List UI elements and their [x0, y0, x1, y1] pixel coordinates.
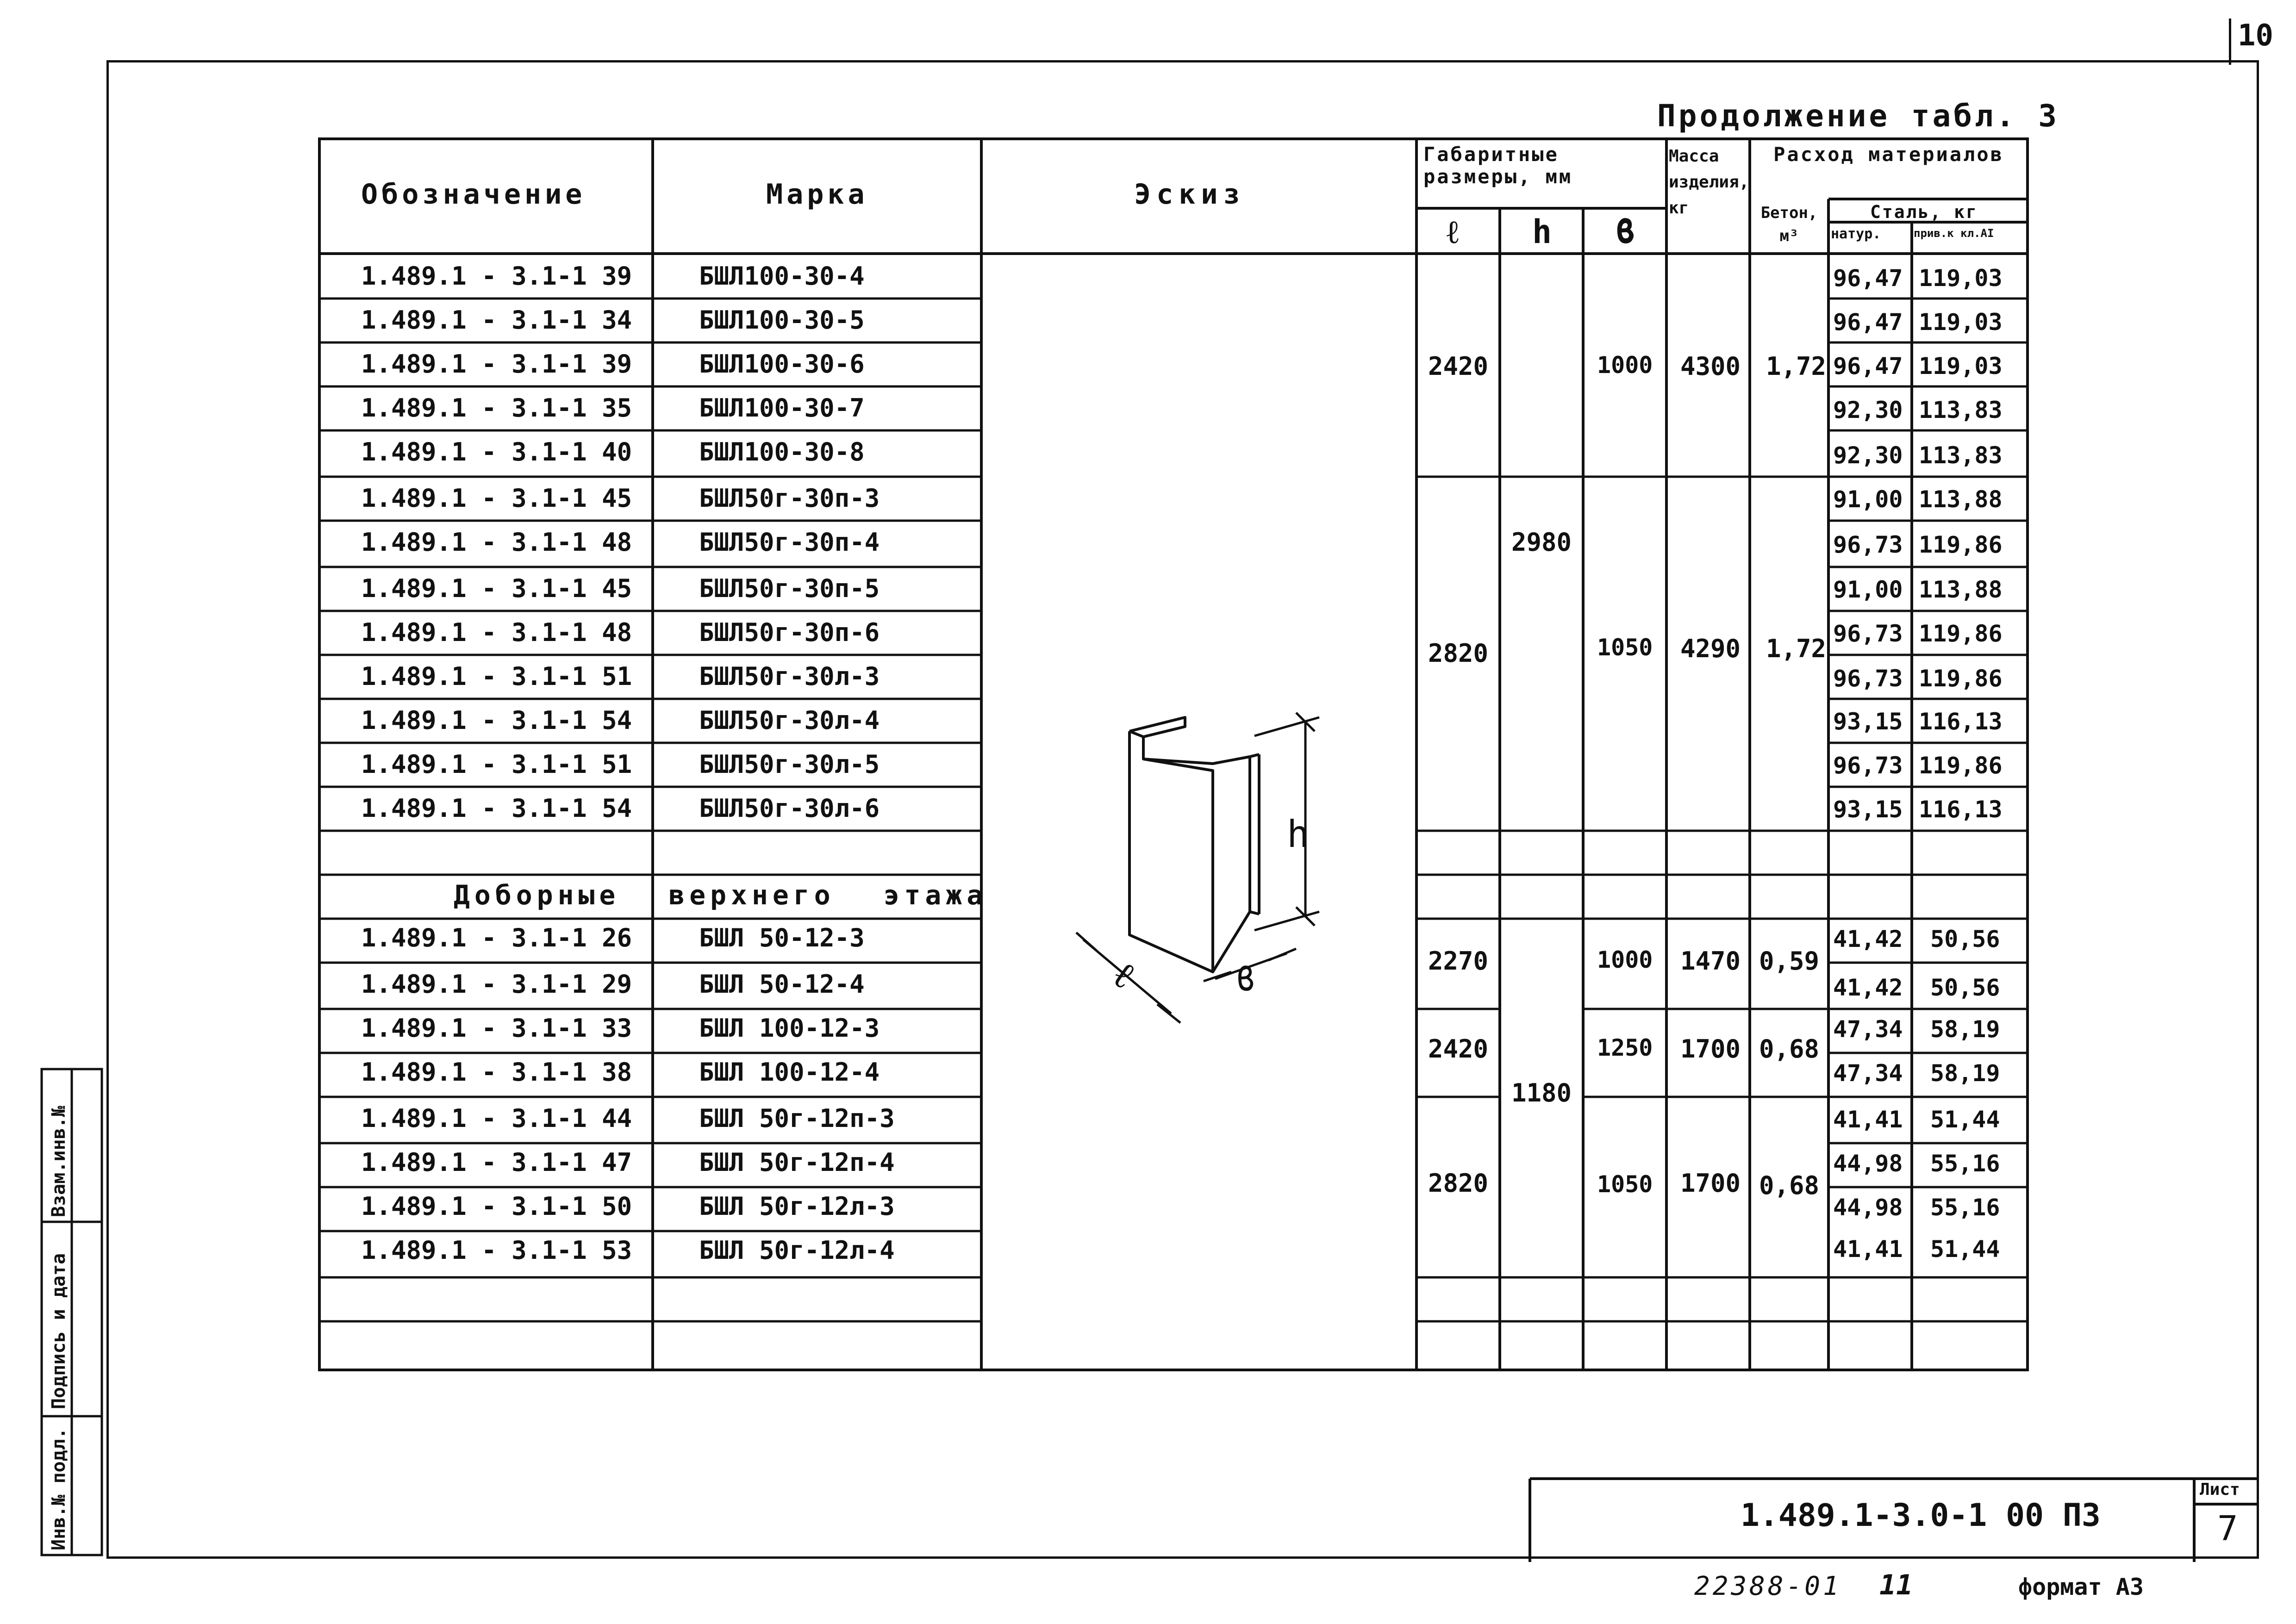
table-row-steel-red: 119,86: [1919, 620, 2003, 647]
table-row-steel-red: 119,03: [1919, 265, 2003, 292]
table-row-steel-red: 116,13: [1919, 796, 2003, 823]
table-row-designation: 1.489.1 - 3.1-1 39: [361, 349, 632, 379]
header-mass: Масса изделия, кг: [1669, 147, 1749, 218]
channel-sketch: [1055, 703, 1333, 1027]
table-row-designation: 1.489.1 - 3.1-1 45: [361, 574, 632, 603]
table-row-steel-red: 51,44: [1930, 1106, 2000, 1133]
table-row-steel-red: 119,86: [1919, 531, 2003, 558]
table-row-designation: 1.489.1 - 3.1-1 35: [361, 393, 632, 423]
header-dim-h: h: [1532, 213, 1552, 251]
table-row-designation: 1.489.1 - 3.1-1 51: [361, 662, 632, 691]
table-row-steel-red: 55,16: [1930, 1150, 2000, 1177]
header-steel-red: прив.к кл.АI: [1914, 227, 1994, 240]
table-row-designation: 1.489.1 - 3.1-1 48: [361, 528, 632, 557]
table-row-designation: 1.489.1 - 3.1-1 47: [361, 1148, 632, 1177]
table-caption: Продолжение табл. 3: [1657, 98, 2059, 134]
title-block-code: 1.489.1-3.0-1 00 ПЗ: [1741, 1497, 2101, 1534]
g2-length-3: 2820: [1428, 1169, 1489, 1198]
stamp-sign-label: Подпись и дата: [48, 1253, 69, 1409]
header-sketch: Эскиз: [1134, 178, 1246, 211]
table-row-designation: 1.489.1 - 3.1-1 40: [361, 437, 632, 467]
table-row-mark: БШЛ100-30-6: [699, 349, 865, 379]
table-row-mark: БШЛ100-30-5: [699, 305, 865, 335]
g2-height: 1180: [1511, 1078, 1572, 1108]
table-row-steel-nat: 44,98: [1833, 1194, 1903, 1221]
g2-width-3: 1050: [1597, 1171, 1653, 1198]
header-dims: Габаритные размеры, мм: [1423, 143, 1573, 188]
table-row-mark: БШЛ50г-30л-5: [699, 750, 880, 779]
header-dim-b: ϐ: [1616, 213, 1635, 251]
sketch-h-label: h: [1287, 813, 1310, 856]
table-row-mark: БШЛ100-30-4: [699, 261, 865, 291]
g2-width-1: 1000: [1597, 946, 1653, 973]
table-row-steel-nat: 41,41: [1833, 1106, 1903, 1133]
header-designation: Обозначение: [361, 178, 586, 211]
g2-mass-1: 1470: [1680, 946, 1741, 976]
sketch-b-label: ϐ: [1236, 960, 1256, 998]
table-row-designation: 1.489.1 - 3.1-1 29: [361, 970, 632, 999]
table-row-steel-red: 119,03: [1919, 353, 2003, 380]
table-row-steel-red: 113,88: [1919, 576, 2003, 603]
table-row-mark: БШЛ 50-12-3: [699, 923, 865, 952]
table-row-mark: БШЛ 50г-12п-3: [699, 1104, 895, 1133]
table-row-mark: БШЛ50г-30л-6: [699, 794, 880, 823]
g1-width-2: 1050: [1597, 634, 1653, 661]
g1-length-2: 2820: [1428, 639, 1489, 668]
table-row-steel-red: 119,86: [1919, 752, 2003, 779]
g1-height: 2980: [1511, 528, 1572, 557]
g1-length-1: 2420: [1428, 352, 1489, 381]
table-row-steel-nat: 91,00: [1833, 576, 1903, 603]
g1-mass-2: 4290: [1680, 634, 1741, 663]
table-row-steel-nat: 96,73: [1833, 620, 1903, 647]
table-row-steel-red: 116,13: [1919, 708, 2003, 735]
g2-mass-3: 1700: [1680, 1169, 1741, 1198]
table-row-designation: 1.489.1 - 3.1-1 33: [361, 1014, 632, 1043]
table-row-designation: 1.489.1 - 3.1-1 38: [361, 1058, 632, 1087]
table-row-steel-nat: 96,73: [1833, 752, 1903, 779]
table-row-steel-nat: 96,73: [1833, 665, 1903, 692]
g1-concrete-2: 1,72: [1766, 634, 1827, 663]
table-row-mark: БШЛ50г-30п-4: [699, 528, 880, 557]
table-row-mark: БШЛ50г-30п-6: [699, 618, 880, 647]
table-row-mark: БШЛ 50г-12л-4: [699, 1236, 895, 1265]
table-row-designation: 1.489.1 - 3.1-1 45: [361, 484, 632, 513]
table-row-designation: 1.489.1 - 3.1-1 48: [361, 618, 632, 647]
table-row-steel-nat: 96,73: [1833, 531, 1903, 558]
table-row-designation: 1.489.1 - 3.1-1 26: [361, 923, 632, 952]
table-row-steel-red: 113,88: [1919, 486, 2003, 513]
table-row-steel-red: 51,44: [1930, 1236, 2000, 1263]
table-row-steel-nat: 92,30: [1833, 442, 1903, 469]
g1-concrete-1: 1,72: [1766, 352, 1827, 381]
g2-mass-2: 1700: [1680, 1034, 1741, 1064]
g1-width-1: 1000: [1597, 352, 1653, 379]
sheet-corner-number: 10: [2229, 19, 2273, 65]
g2-width-2: 1250: [1597, 1034, 1653, 1061]
table-row-mark: БШЛ50г-30л-4: [699, 706, 880, 735]
table-row-mark: БШЛ 50г-12п-4: [699, 1148, 895, 1177]
table-row-designation: 1.489.1 - 3.1-1 51: [361, 750, 632, 779]
g2-concrete-1: 0,59: [1759, 946, 1820, 976]
table-row-designation: 1.489.1 - 3.1-1 50: [361, 1192, 632, 1221]
table-row-mark: БШЛ50г-30п-5: [699, 574, 880, 603]
table-row-mark: БШЛ 50-12-4: [699, 970, 865, 999]
table-row-steel-red: 50,56: [1930, 926, 2000, 952]
table-row-designation: 1.489.1 - 3.1-1 54: [361, 794, 632, 823]
g2-concrete-3: 0,68: [1759, 1171, 1820, 1200]
side-stamp: [37, 1064, 111, 1560]
sketch-l-label: ℓ: [1104, 952, 1144, 998]
header-mark: Марка: [766, 178, 868, 211]
table-row-steel-nat: 47,34: [1833, 1060, 1903, 1087]
table-row-steel-red: 113,83: [1919, 442, 2003, 469]
header-concrete: Бетон, м³: [1760, 204, 1818, 245]
table-row-steel-nat: 41,42: [1833, 926, 1903, 952]
header-consumption: Расход материалов: [1773, 143, 2004, 166]
table-row-steel-nat: 41,41: [1833, 1236, 1903, 1263]
g1-mass-1: 4300: [1680, 352, 1741, 381]
stamp-replace-label: Взам.инв.№: [48, 1106, 69, 1217]
section-label: Доборные верхнего этажа: [454, 879, 988, 911]
table-row-mark: БШЛ 100-12-4: [699, 1058, 880, 1087]
table-row-steel-nat: 41,42: [1833, 974, 1903, 1001]
table-row-steel-red: 119,03: [1919, 309, 2003, 336]
table-row-steel-nat: 96,47: [1833, 265, 1903, 292]
footer-format: формат А3: [2018, 1574, 2144, 1600]
table-row-steel-nat: 96,47: [1833, 353, 1903, 380]
table-row-steel-nat: 44,98: [1833, 1150, 1903, 1177]
table-row-mark: БШЛ50г-30п-3: [699, 484, 880, 513]
table-row-mark: БШЛ50г-30л-3: [699, 662, 880, 691]
table-row-steel-red: 119,86: [1919, 665, 2003, 692]
table-row-steel-red: 50,56: [1930, 974, 2000, 1001]
table-row-designation: 1.489.1 - 3.1-1 44: [361, 1104, 632, 1133]
table-row-steel-red: 55,16: [1930, 1194, 2000, 1221]
g2-concrete-2: 0,68: [1759, 1034, 1820, 1064]
table-row-steel-nat: 96,47: [1833, 309, 1903, 336]
table-row-steel-nat: 91,00: [1833, 486, 1903, 513]
table-row-designation: 1.489.1 - 3.1-1 34: [361, 305, 632, 335]
title-block-sheet-label: Лист: [2200, 1480, 2240, 1499]
table-row-steel-red: 58,19: [1930, 1060, 2000, 1087]
table-row-steel-red: 113,83: [1919, 397, 2003, 423]
g2-length-1: 2270: [1428, 946, 1489, 976]
header-steel: Сталь, кг: [1870, 202, 1978, 222]
table-row-mark: БШЛ 50г-12л-3: [699, 1192, 895, 1221]
table-row-steel-nat: 92,30: [1833, 397, 1903, 423]
table-row-designation: 1.489.1 - 3.1-1 39: [361, 261, 632, 291]
footer-archive: 22388-01: [1694, 1571, 1841, 1601]
table-row-mark: БШЛ100-30-7: [699, 393, 865, 423]
stamp-inv-label: Инв.№ подл.: [48, 1428, 69, 1550]
table-row-steel-red: 58,19: [1930, 1016, 2000, 1043]
table-row-mark: БШЛ 100-12-3: [699, 1014, 880, 1043]
header-dim-l: ℓ: [1447, 213, 1459, 251]
table-row-mark: БШЛ100-30-8: [699, 437, 865, 467]
table-row-steel-nat: 47,34: [1833, 1016, 1903, 1043]
title-block-sheet-no: 7: [2217, 1509, 2238, 1549]
table-row-designation: 1.489.1 - 3.1-1 53: [361, 1236, 632, 1265]
footer-number: 11: [1879, 1569, 1913, 1601]
g2-length-2: 2420: [1428, 1034, 1489, 1064]
table-row-steel-nat: 93,15: [1833, 708, 1903, 735]
table-row-steel-nat: 93,15: [1833, 796, 1903, 823]
header-steel-nat: натур.: [1831, 226, 1881, 242]
table-row-designation: 1.489.1 - 3.1-1 54: [361, 706, 632, 735]
